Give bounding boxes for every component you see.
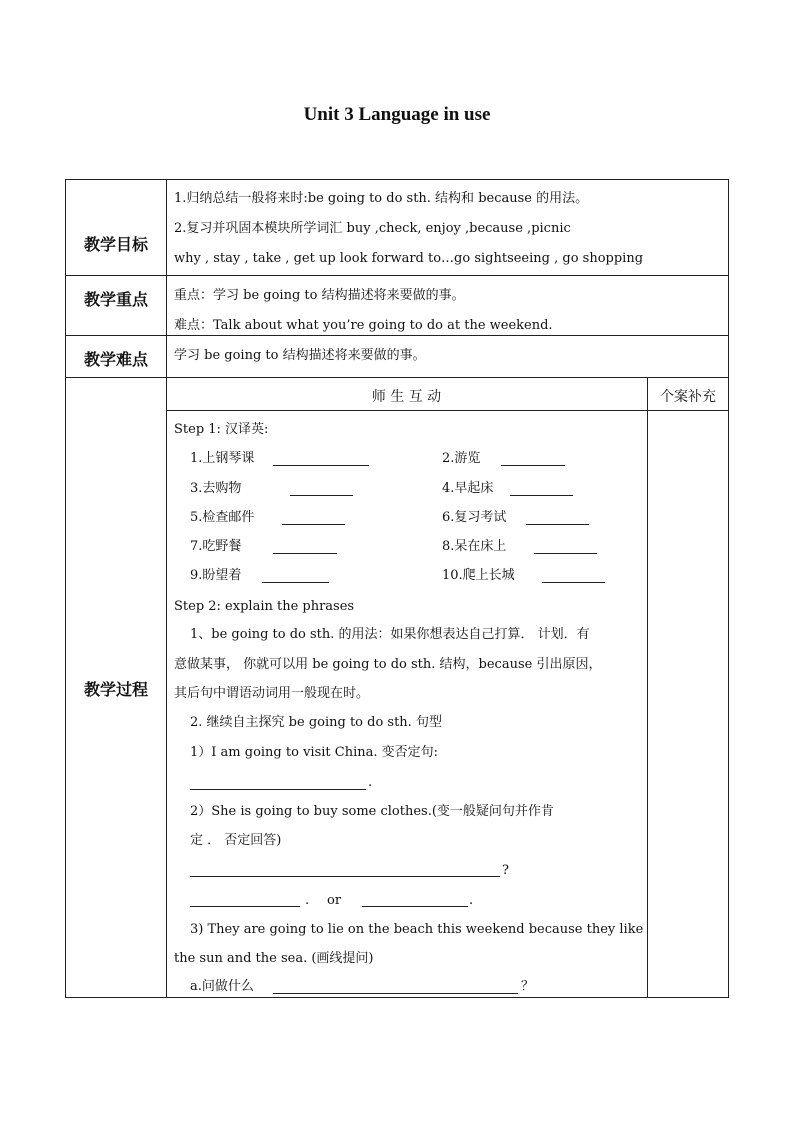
answer-blank[interactable] xyxy=(290,482,353,496)
question-3b: the sun and the sea. (画线提问) xyxy=(174,951,374,966)
answer-blank[interactable] xyxy=(190,893,300,907)
key-point-line-2: 难点：Talk about what you’re going to do at the weekend. xyxy=(174,318,553,333)
question-2b: 定 ． 否定回答) xyxy=(190,833,282,848)
vocab-item: 10.爬上长城 xyxy=(442,568,515,583)
vocab-item: 3.去购物 xyxy=(190,481,242,496)
difficulties-label: 教学难点 xyxy=(83,350,148,369)
answer-blank[interactable] xyxy=(262,569,329,583)
question-2a: 2）She is going to buy some clothes.(变一般疑问句并作肯 xyxy=(190,804,554,819)
vocab-item: 9.盼望着 xyxy=(190,568,242,583)
vocab-item: 2.游览 xyxy=(442,451,481,466)
usage-line-1: 1、be going to do sth. 的用法：如果你想表达自己打算． 计划．有 xyxy=(190,627,590,642)
answer-blank[interactable] xyxy=(190,776,366,790)
question-mark: ? xyxy=(502,863,509,878)
answer-blank[interactable] xyxy=(362,893,468,907)
section-2-heading: 2. 继续自主探究 be going to do sth. 句型 xyxy=(190,715,442,730)
answer-blank[interactable] xyxy=(542,569,605,583)
objective-line-1: 1.归纳总结一般将来时:be going to do sth. 结构和 because 的用法。 xyxy=(174,191,589,206)
usage-line-3: 其后句中谓语动词用一般现在时。 xyxy=(174,686,370,701)
difficulty-line-1: 学习 be going to 结构描述将来要做的事。 xyxy=(174,348,426,363)
vocab-item: 1.上钢琴课 xyxy=(190,451,255,466)
key-point-line-1: 重点：学习 be going to 结构描述将来要做的事。 xyxy=(174,288,465,303)
vocab-item: 6.复习考试 xyxy=(442,510,507,525)
answer-blank[interactable] xyxy=(273,540,337,554)
step2-heading: Step 2: explain the phrases xyxy=(174,599,355,614)
usage-line-2: 意做某事， 你就可以用 be going to do sth. 结构，because 引出原因， xyxy=(174,657,602,672)
question-mark: ？ xyxy=(521,979,535,994)
objective-line-3: why , stay , take , get up look forward to…go sightseeing , go shopping xyxy=(174,251,644,266)
period-mark: . xyxy=(305,893,310,908)
question-3a: 3) They are going to lie on the beach this weekend because they like xyxy=(190,922,644,937)
answer-blank[interactable] xyxy=(534,540,597,554)
period-mark: . xyxy=(469,893,474,908)
vocab-item: 8.呆在床上 xyxy=(442,539,507,554)
key-points-label: 教学重点 xyxy=(83,290,148,309)
or-text: or xyxy=(327,893,342,908)
question-1: 1）I am going to visit China. 变否定句: xyxy=(190,745,438,760)
period-mark: . xyxy=(368,775,373,790)
vocab-item: 4.早起床 xyxy=(442,481,494,496)
answer-blank[interactable] xyxy=(273,452,369,466)
answer-blank[interactable] xyxy=(501,452,565,466)
answer-blank[interactable] xyxy=(510,482,573,496)
answer-blank[interactable] xyxy=(190,863,500,877)
objective-line-2: 2.复习并巩固本模块所学词汇 buy ,check, enjoy ,because ,picnic xyxy=(174,221,571,236)
supplement-header: 个案补充 xyxy=(660,389,716,405)
answer-blank[interactable] xyxy=(526,511,589,525)
process-label: 教学过程 xyxy=(83,680,148,699)
question-3c: a.问做什么 xyxy=(190,979,254,994)
answer-blank[interactable] xyxy=(273,980,518,994)
interaction-header: 师 生 互 动 xyxy=(371,389,442,405)
vocab-item: 5.检查邮件 xyxy=(190,510,255,525)
vocab-item: 7.吃野餐 xyxy=(190,539,242,554)
objectives-label: 教学目标 xyxy=(83,235,148,254)
answer-blank[interactable] xyxy=(282,511,345,525)
step1-heading: Step 1: 汉译英: xyxy=(174,422,269,437)
page-title: Unit 3 Language in use xyxy=(303,104,491,125)
